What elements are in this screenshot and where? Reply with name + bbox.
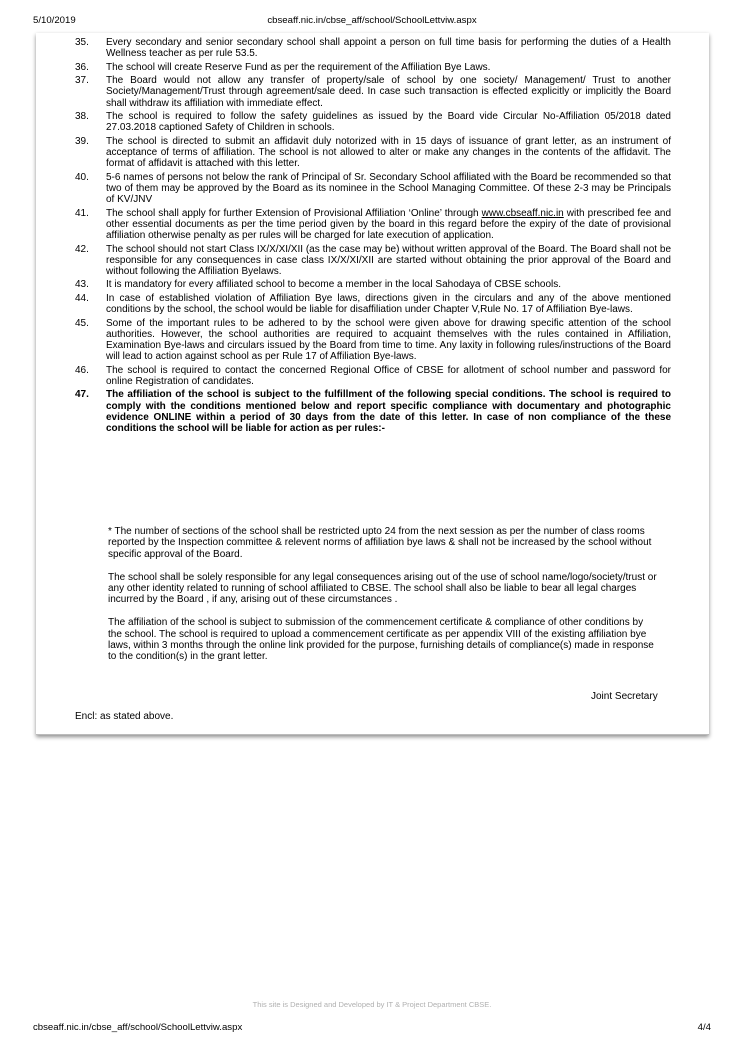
- item-number: 36.: [75, 61, 89, 73]
- list-item-40: [75, 172, 671, 206]
- letter-card: [36, 33, 709, 735]
- item-number: 43.: [75, 279, 89, 291]
- list-item-37: [75, 75, 671, 109]
- list-item-36: [75, 62, 671, 73]
- print-date: 5/10/2019: [33, 15, 76, 26]
- item-number: 45.: [75, 317, 89, 329]
- list-item-44: [75, 293, 671, 315]
- list-item-47: [75, 389, 671, 434]
- item-number: 47.: [75, 389, 89, 401]
- item-number: 37.: [75, 75, 89, 87]
- item-text: 5-6 names of persons not below the rank of Principal of Sr. Secondary School affiliated with the Board be recommended so that two of them may be approved by the Board as its nominee in the School Managing Committee. Of these 2-3 may be Principals of KV/JNV: [106, 171, 671, 206]
- list-item-45: [75, 318, 671, 363]
- item-text: The school is required to contact the concerned Regional Office of CBSE for allotment of school number and password for online Registration of candidates.: [106, 364, 671, 387]
- list-item-43: [75, 279, 671, 290]
- item-text: Some of the important rules to be adhered to by the school were given above for drawing specific attention of the school authorities. However, the school authorities are required to acquaint themselves with the rules contained in Affiliation, Examination Bye-laws and circulars issued by the Board from time to time. Any laxity in following rules/instructions of the Board will lead to action against school as per Rule 17 of Affiliation Bye-laws.: [106, 317, 671, 363]
- item-text-after: with prescribed fee and other essential documents as per the time period given by the board in this regard before the expiry of the date of provisional affiliation otherwise penalty as per rules will be charged for late execution of application.: [106, 207, 671, 242]
- item-text: The school should not start Class IX/X/XI/XII (as the case may be) without written approval of the Board. The Board shall not be responsible for any consequences in case class IX/X/XI/XII are started without obtaining the prior approval of the Board and without following the Affiliation Byelaws.: [106, 243, 671, 277]
- print-url-top: cbseaff.nic.in/cbse_aff/school/SchoolLettviw.aspx: [267, 15, 477, 26]
- enclosure-note: Encl: as stated above.: [75, 711, 174, 722]
- signatory-title: Joint Secretary: [591, 691, 658, 702]
- item-text: The school is required to follow the safety guidelines as issued by the Board vide Circular No-Affiliation 05/2018 dated 27.03.2018 captioned Safety of Children in schools.: [106, 111, 671, 134]
- item-text: In case of established violation of Affiliation Bye laws, directions given in the circulars and any of the above mentioned conditions by the school, the school would be liable for disaffiliation under Chapter V,Rule No. 17 of Affiliation Bye-laws.: [106, 292, 671, 316]
- item-number: 39.: [75, 135, 89, 147]
- site-credit: This site is Designed and Developed by IT & Project Department CBSE.: [252, 1000, 492, 1009]
- item-number: 46.: [75, 364, 89, 376]
- condition-sections-limit: * The number of sections of the school shall be restricted upto 24 from the next session as per the number of class rooms reported by the Inspection committee & relevent norms of affiliation bye laws & shall not be increased by the school without specific approval of the Board.: [108, 526, 652, 560]
- list-item-35: [75, 37, 671, 59]
- print-url-bottom: cbseaff.nic.in/cbse_aff/school/SchoolLettviw.aspx: [33, 1022, 243, 1033]
- print-footer: [0, 1022, 744, 1036]
- item-number: 40.: [75, 171, 89, 183]
- item-text: The Board would not allow any transfer of property/sale of school by one society/ Management/ Trust to another Society/Management/Trust through agreement/sale deed. In case such transaction is effected explicitly or implicitly the Board shall withdraw its affiliation with immediate effect.: [106, 75, 671, 109]
- list-item-39: [75, 136, 671, 170]
- cbseaff-link[interactable]: www.cbseaff.nic.in: [481, 207, 564, 219]
- item-text-before: The school shall apply for further Extension of Provisional Affiliation ‘Online’ through: [106, 207, 482, 219]
- item-number: 44.: [75, 292, 89, 304]
- list-item-41: [75, 208, 671, 242]
- item-text: The affiliation of the school is subject to the fulfillment of the following special conditions. The school is required to comply with the conditions mentioned below and report specific compliance with documentary and photographic evidence ONLINE within a period of 30 days from the date of this letter. In case of non compliance of the these conditions the school will be liable for action as per rules:-: [106, 389, 671, 435]
- item-number: 41.: [75, 207, 89, 219]
- list-item-42: [75, 244, 671, 278]
- item-number: 42.: [75, 243, 89, 255]
- conditions-list: [75, 37, 671, 437]
- item-number: 38.: [75, 111, 89, 123]
- special-conditions: [108, 526, 658, 674]
- list-item-38: [75, 111, 671, 133]
- list-item-46: [75, 365, 671, 387]
- print-header: [0, 15, 744, 29]
- condition-legal-responsibility: The school shall be solely responsible for any legal consequences arising out of the use of school name/logo/society/trust or any other identity related to running of school affiliated to CBSE. The school shall also be liable to bear all legal charges incurred by the Board , if any, arising out of these circumstances .: [108, 571, 657, 606]
- item-text: It is mandatory for every affiliated school to become a member in the local Sahodaya of CBSE schools.: [106, 279, 562, 291]
- item-number: 35.: [75, 37, 89, 48]
- item-text: The school is directed to submit an affidavit duly notorized with in 15 days of issuance of grant letter, as an instrument of acceptance of terms of affiliation. The school is not allowed to alter or make any changes in the contents of the affidavit. The format of affidavit is attached with this letter.: [106, 135, 671, 170]
- item-text: The school will create Reserve Fund as per the requirement of the Affiliation Bye Laws.: [106, 61, 491, 73]
- page-number: 4/4: [697, 1022, 711, 1033]
- item-text: Every secondary and senior secondary school shall appoint a person on full time basis for performing the duties of a Health Wellness teacher as per rule 53.5.: [106, 37, 671, 60]
- condition-commencement-certificate: The affiliation of the school is subject to submission of the commencement certificate & compliance of other conditions by the school. The school is required to upload a commencement certificate as per appendix VIII of the existing affiliation bye laws, within 3 months through the online link provided for the purpose, furnishing details of compliance(s) made in response to the condition(s) in the grant letter.: [108, 617, 654, 663]
